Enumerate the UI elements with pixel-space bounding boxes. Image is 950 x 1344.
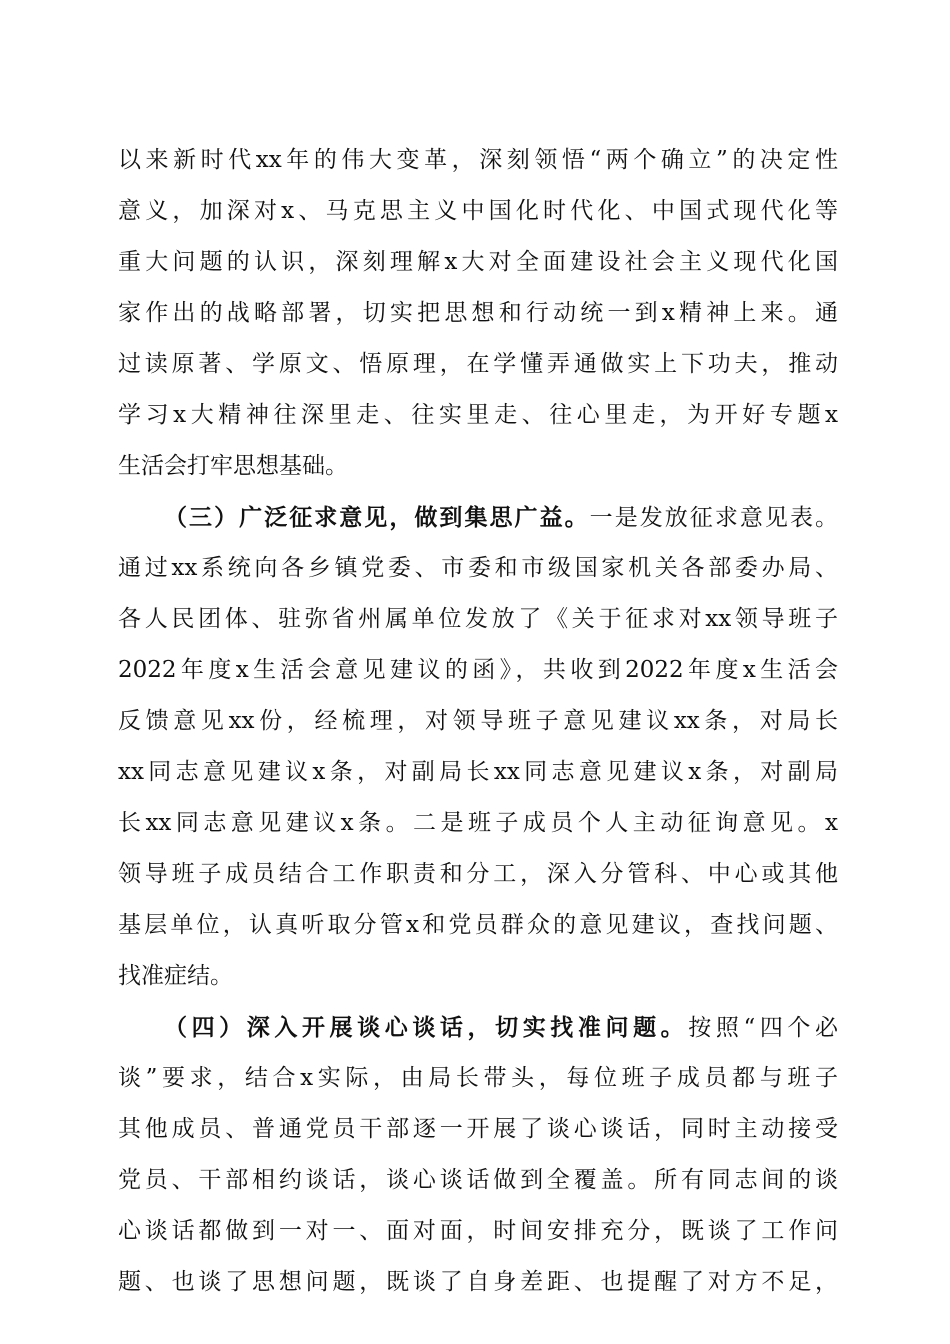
text-line: 其他成员、普通党员干部逐一开展了谈心谈话，同时主动接受 [118, 1116, 838, 1142]
text-line: 通过xx系统向各乡镇党委、市委和市级国家机关各部委办局、 [118, 555, 838, 581]
text-line: xx同志意见建议x条，对副局长xx同志意见建议x条，对副局 [118, 759, 838, 785]
text-line: 各人民团体、驻弥省州属单位发放了《关于征求对xx领导班子 [118, 606, 838, 632]
paragraph-study [118, 135, 838, 492]
section-heading-3: （三）广泛征求意见，做到集思广益。 [164, 504, 590, 531]
text-line: 2022年度x生活会意见建议的函》，共收到2022年度x生活会 [118, 657, 838, 683]
text-line: 学习x大精神往深里走、往实里走、往心里走，为开好专题x [118, 402, 838, 428]
text-line: 长xx同志意见建议x条。二是班子成员个人主动征询意见。x [118, 810, 838, 836]
text-line: 生活会打牢思想基础。 [118, 453, 348, 479]
text-line: 意义，加深对x、马克思主义中国化时代化、中国式现代化等 [118, 198, 838, 224]
text-line: 党员、干部相约谈话，谈心谈话做到全覆盖。所有同志间的谈 [118, 1167, 838, 1193]
text-line: 反馈意见xx份，经梳理，对领导班子意见建议xx条，对局长 [118, 708, 838, 734]
paragraph-section-4 [118, 1002, 838, 1308]
document-body [118, 135, 838, 1308]
text-run: 一是发放征求意见表。 [589, 505, 839, 531]
text-line: 过读原著、学原文、悟原理，在学懂弄通做实上下功夫，推动 [118, 351, 838, 377]
text-line: 基层单位，认真听取分管x和党员群众的意见建议，查找问题、 [118, 912, 838, 938]
text-line: 心谈话都做到一对一、面对面，时间安排充分，既谈了工作问 [118, 1218, 838, 1244]
section-first-line [118, 492, 838, 543]
text-line: 领导班子成员结合工作职责和分工，深入分管科、中心或其他 [118, 861, 838, 887]
paragraph-section-3 [118, 492, 838, 1002]
section-heading-4: （四）深入开展谈心谈话，切实找准问题。 [164, 1014, 689, 1041]
text-line: 重大问题的认识，深刻理解x大对全面建设社会主义现代化国 [118, 249, 838, 275]
text-line: 以来新时代xx年的伟大变革，深刻领悟“两个确立”的决定性 [118, 147, 838, 173]
text-run: 按照“四个必 [688, 1015, 839, 1041]
text-line: 谈”要求，结合x实际，由局长带头，每位班子成员都与班子 [118, 1065, 838, 1091]
text-line: 家作出的战略部署，切实把思想和行动统一到x精神上来。通 [118, 300, 838, 326]
text-line: 题、也谈了思想问题，既谈了自身差距、也提醒了对方不足， [118, 1269, 838, 1295]
section-first-line [118, 1002, 838, 1053]
text-line: 找准症结。 [118, 963, 233, 989]
